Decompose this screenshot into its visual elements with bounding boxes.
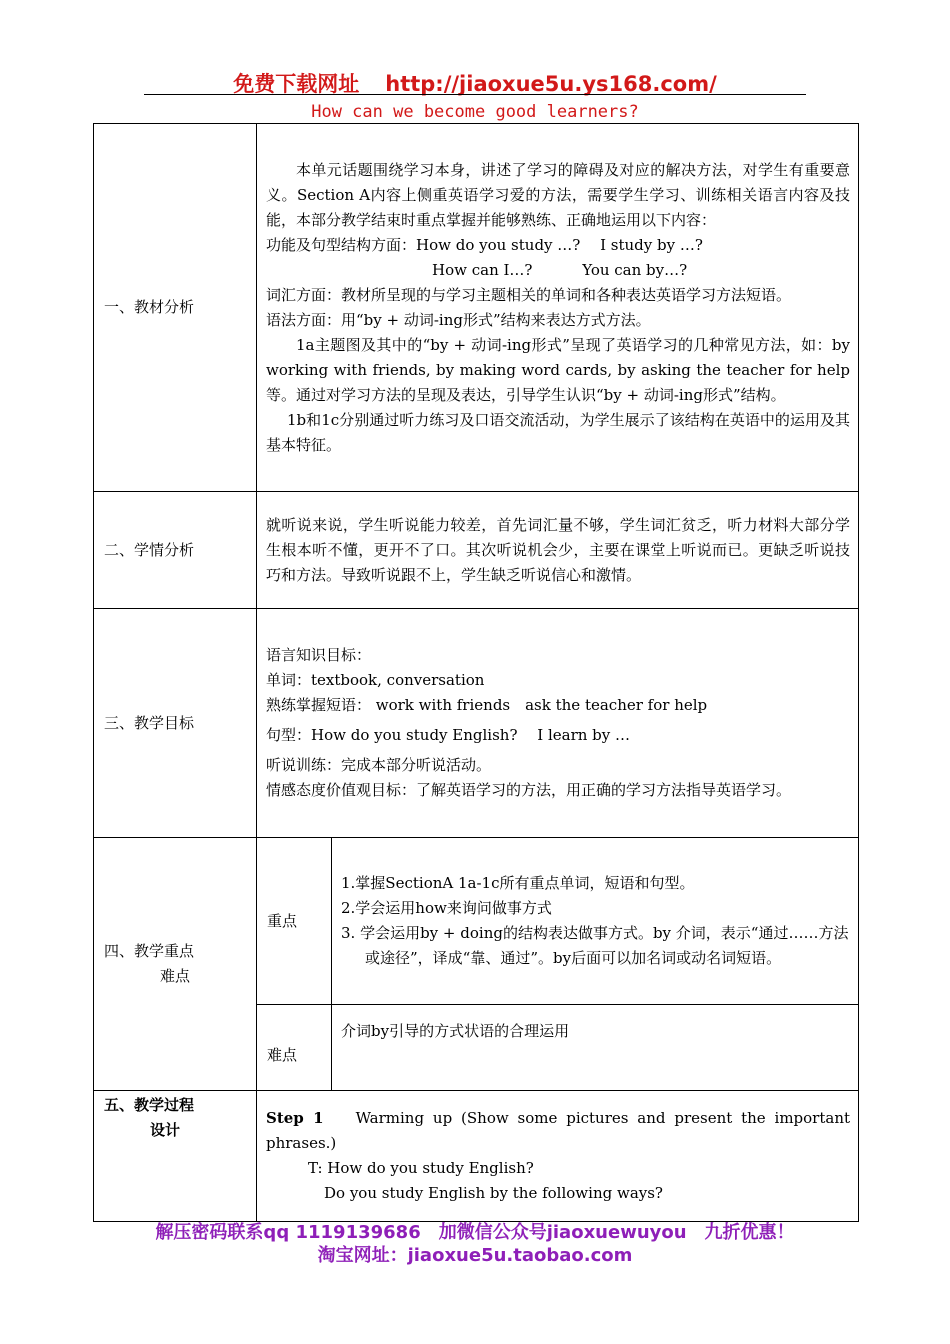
difficult-points-content: 介词by引导的方式状语的合理运用 [332,1005,859,1091]
section-row-4a [94,838,859,1005]
s1-paragraph: 1b和1c分别通过听力练习及口语交流活动，为学生展示了该结构在英语中的运用及其基本特征。 [266,410,850,454]
section-row-5 [94,1091,859,1222]
header-left-text: 免费下载网址 [233,72,360,96]
s5-label-line2: 设计 [150,1121,181,1139]
teacher-question: T: How do you study English? [308,1159,534,1177]
section-label-5 [94,1091,257,1222]
section-content-2 [257,492,859,609]
section-label-4 [94,838,257,1091]
key-points-content [332,838,859,1005]
key-points-label: 重点 [257,838,332,1005]
key-point-item: 3. 学会运用by + doing的结构表达做事方式。by 介词，表示“通过……方法或途径”，译成“靠、通过”。by后面可以加名词或动名词短语。 [341,924,849,967]
section-row-1 [94,124,859,492]
section-row-3 [94,609,859,838]
difficult-points-label: 难点 [257,1005,332,1091]
s3-line: 单词：textbook, conversation [266,671,485,689]
s3-line: 语言知识目标： [266,646,372,664]
s5-label-line1: 五、教学过程 [104,1096,195,1114]
s1-paragraph: 本单元话题围绕学习本身，讲述了学习的障碍及对应的解决方法，对学生有重要意义。Section A内容上侧重英语学习爱的方法，需要学生学习、训练相关语言内容及技能，本部分教学结束时重点掌握并能够熟练、正确地运用以下内容： [266,160,850,229]
footer-taobao-link[interactable]: 淘宝网址：jiaoxue5u.taobao.com [317,1245,633,1266]
section-label-2: 二、学情分析 [94,492,257,609]
key-point-item: 1.掌握SectionA 1a-1c所有重点单词，短语和句型。 [341,874,695,892]
header-divider [144,94,806,95]
teacher-question: Do you study English by the following ways? [324,1184,663,1202]
s3-line: 句型：How do you study English? I learn by … [266,726,631,744]
section-row-2 [94,492,859,609]
section-content-1 [257,124,859,492]
section-content-5 [257,1091,859,1222]
header-url-link[interactable]: http://jiaoxue5u.ys168.com/ [385,72,717,96]
step-text: Warming up (Show some pictures and present the important phrases.) [266,1109,851,1152]
s3-line: 听说训练：完成本部分听说活动。 [266,756,492,774]
key-points-list [341,871,850,971]
s3-line: 情感态度价值观目标：了解英语学习的方法，用正确的学习方法指导英语学习。 [266,781,792,799]
section-label-1: 一、教材分析 [94,124,257,492]
document-title: How can we become good learners? [311,102,639,122]
s1-paragraph: 1a主题图及其中的“by + 动词-ing形式”呈现了英语学习的几种常见方法，如：by working with friends, by making word cards, by asking the teacher for help等。通过对学习方法的呈现及表达，引导学生认识“by + 动词-ing形式”结构。 [266,335,850,404]
s1-paragraph: 功能及句型结构方面：How do you study …? I study by …? [266,235,703,254]
step-line [266,1106,850,1156]
s2-paragraph: 就听说来说，学生听说能力较差，首先词汇量不够，学生词汇贫乏，听力材料大部分学生根本听不懂，更开不了口。其次听说机会少，主要在课堂上听说而已。更缺乏听说技巧和方法。导致听说跟不上，学生缺乏听说信心和激情。 [266,515,850,584]
key-point-item: 2.学会运用how来询问做事方式 [341,899,552,917]
s3-line: 熟练掌握短语： work with friends ask the teacher for help [266,696,708,714]
section-label-3: 三、教学目标 [94,609,257,838]
step-heading: Step 1 [266,1109,324,1127]
section-content-3 [257,609,859,838]
s4-label-line2: 难点 [160,967,191,985]
s1-paragraph: 词汇方面：教材所呈现的与学习主题相关的单词和各种表达英语学习方法短语。 [266,285,792,304]
footer-contact: 解压密码联系qq 1119139686 加微信公众号jiaoxuewuyou 九折优惠！ [155,1222,795,1243]
lesson-plan-table [93,123,859,1222]
s1-paragraph: How can I…? You can by…? [432,260,688,279]
s1-paragraph: 语法方面：用“by + 动词-ing形式”结构来表达方式方法。 [266,310,651,329]
s4-label-line1: 四、教学重点 [104,942,195,960]
